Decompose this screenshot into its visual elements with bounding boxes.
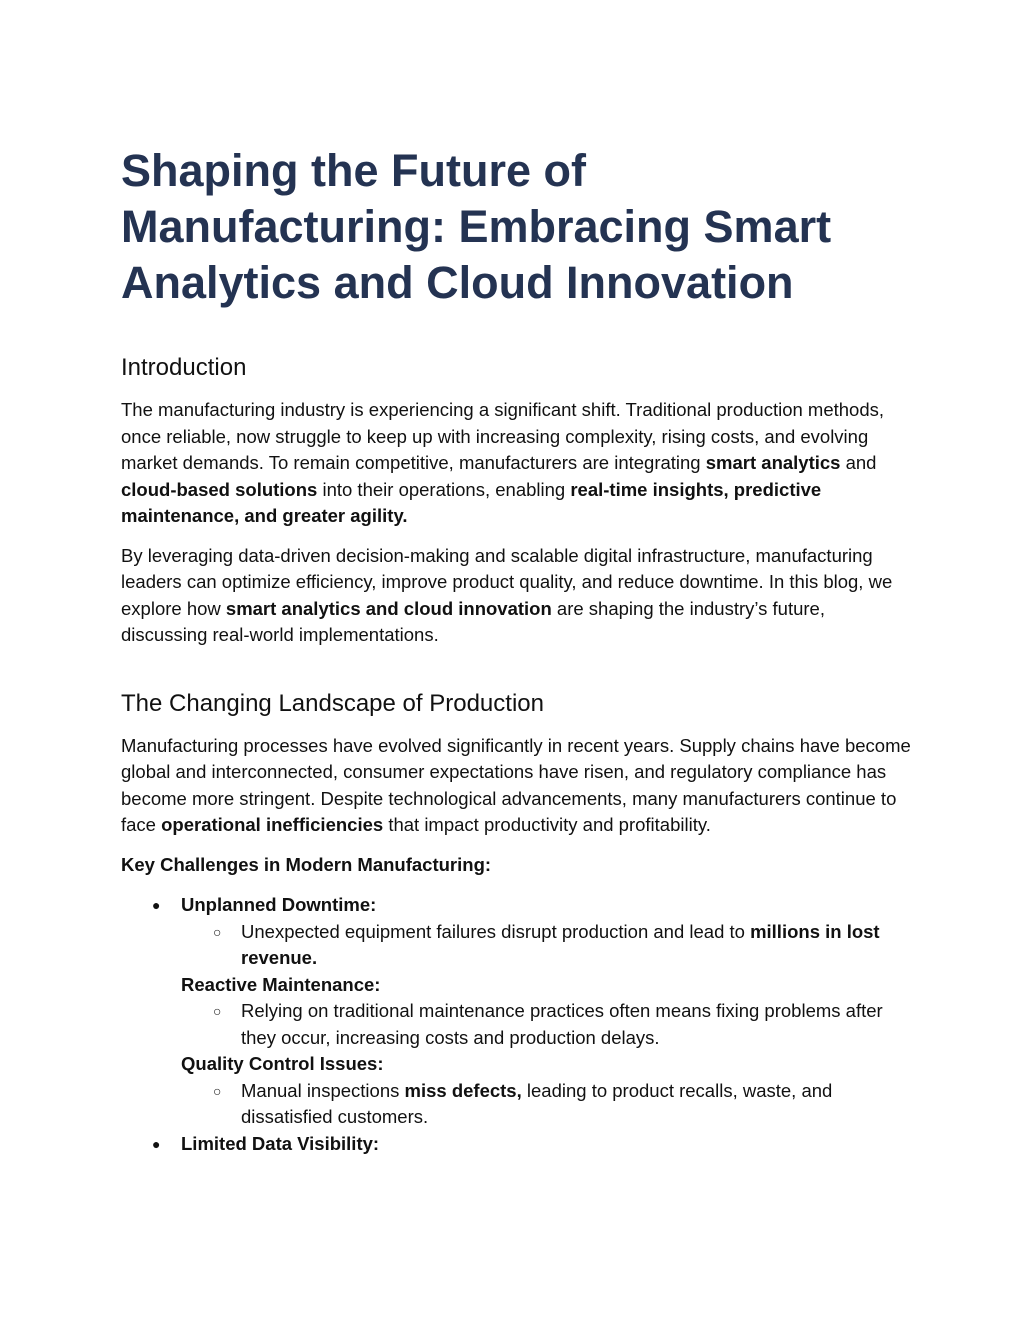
challenge-heading-visibility: Limited Data Visibility: — [181, 1132, 380, 1154]
challenge-bold-quality: miss defects, — [404, 1079, 522, 1101]
challenge-sublist-downtime — [121, 919, 911, 972]
landscape-p1-text-1: Manufacturing processes have evolved significantly in recent years. Supply chains have become global and interconnected, consumer expectations have risen, and regulatory compliance has become more stringent. Despite technological advancements, many manufacturers continue to face — [121, 734, 911, 835]
challenge-heading-maintenance: Reactive Maintenance: — [181, 973, 381, 995]
list-item — [121, 1131, 911, 1158]
challenge-text-maintenance: Relying on traditional maintenance practices often means fixing problems after they occur, increasing costs and production delays. — [241, 1000, 883, 1048]
list-item — [121, 892, 911, 919]
list-item — [121, 919, 911, 972]
challenge-heading-quality: Quality Control Issues: — [181, 1053, 384, 1074]
bullet-ring-icon: ○ — [213, 1003, 222, 1019]
challenges-list — [121, 892, 911, 919]
introduction-heading: Introduction — [121, 354, 247, 381]
intro-p1-text-1: The manufacturing industry is experiencing a significant shift. Traditional production methods, once reliable, now struggle to keep up with increasing complexity, rising costs, and evolving market demands. To remain competitive, manufacturers are integrating — [121, 399, 885, 473]
landscape-heading: The Changing Landscape of Production — [121, 689, 544, 717]
intro-p1-bold-2: cloud-based solutions — [121, 478, 318, 500]
challenge-bold-downtime: millions in lost revenue. — [241, 920, 880, 968]
challenge-heading-downtime: Unplanned Downtime: — [181, 894, 377, 915]
bullet-ring-icon: ○ — [213, 923, 222, 940]
intro-p1-bold-3: real-time insights, predictive maintenance, and greater agility. — [121, 478, 822, 526]
challenges-heading: Key Challenges in Modern Manufacturing: — [121, 853, 492, 875]
intro-p2-text-2: are shaping the industry’s future, discussing real-world implementations. — [121, 597, 825, 645]
list-item — [121, 1078, 911, 1131]
intro-p1-text-2: and — [840, 452, 877, 473]
challenge-sublist-maintenance — [121, 998, 911, 1051]
bullet-dot-icon: ● — [152, 897, 161, 913]
bullet-dot-icon: ● — [152, 1135, 161, 1152]
challenge-text-quality-1: Manual inspections — [241, 1079, 405, 1101]
intro-p1-text-3: into their operations, enabling — [317, 478, 571, 500]
intro-p2-bold-1: smart analytics and cloud innovation — [225, 597, 552, 619]
challenge-sublist-quality — [121, 1078, 911, 1131]
list-item — [121, 998, 911, 1051]
intro-paragraph-1 — [121, 397, 911, 530]
challenge-text-downtime: Unexpected equipment failures disrupt production and lead to — [241, 920, 751, 942]
intro-paragraph-2 — [121, 543, 911, 649]
landscape-p1-text-2: that impact productivity and profitability. — [383, 814, 711, 835]
challenges-list-continued — [121, 1131, 911, 1158]
landscape-p1-bold-1: operational inefficiencies — [161, 814, 384, 835]
page-title: Shaping the Future of Manufacturing: Embracing Smart Analytics and Cloud Innovation — [121, 145, 832, 308]
document-page — [121, 143, 911, 1157]
bullet-ring-icon: ○ — [213, 1082, 222, 1099]
challenge-text-quality-2: leading to product recalls, waste, and dissatisfied customers. — [241, 1079, 833, 1127]
intro-p1-bold-1: smart analytics — [705, 452, 841, 473]
landscape-paragraph-1 — [121, 733, 911, 839]
intro-p2-text-1: By leveraging data-driven decision-making and scalable digital infrastructure, manufacturing leaders can optimize efficiency, improve product quality, and reduce downtime. In this blog, we explore how — [121, 544, 893, 619]
